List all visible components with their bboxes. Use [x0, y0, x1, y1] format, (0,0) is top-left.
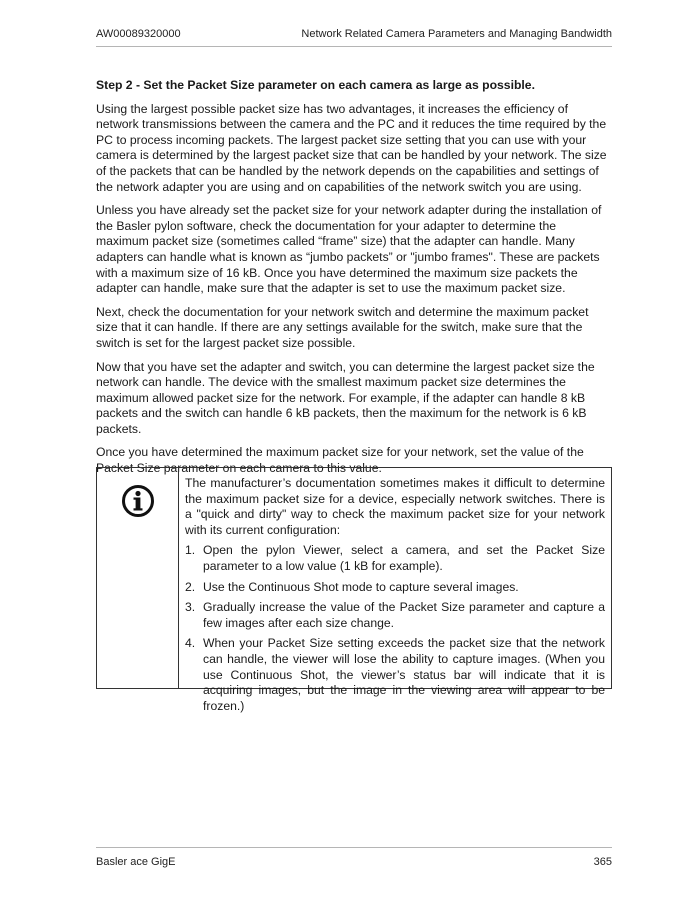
page-footer [96, 856, 612, 868]
step-number: 2. [185, 579, 196, 594]
list-item [185, 600, 605, 631]
note-intro: The manufacturer’s documentation sometimes makes it difficult to determine the maximum packet size for a device, especially network switches. There is a "quick and dirty" way to check the maximum packet size for your network with its current configuration: [185, 476, 605, 537]
doc-id: AW00089320000 [96, 28, 181, 40]
note-icon-cell [97, 468, 179, 688]
list-item [185, 636, 605, 714]
step-number: 4. [185, 636, 196, 651]
header-divider [96, 46, 612, 47]
product-name: Basler ace GigE [96, 856, 176, 868]
paragraph: Next, check the documentation for your network switch and determine the maximum packet size that it can handle. If there are any settings available for the switch, make sure that the switch is set for the largest packet size possible. [96, 304, 589, 350]
step-text: Gradually increase the value of the Packet Size parameter and capture a few images after each size change. [203, 600, 605, 630]
list-item [185, 543, 605, 574]
step-text: When your Packet Size setting exceeds the packet size that the network can handle, the viewer will lose the ability to capture images. (When you use Continuous Shot, the viewer’s status bar will indicate that it is acquiring images, but the image in the viewing area will appear to be frozen.) [203, 636, 605, 713]
paragraph: Now that you have set the adapter and switch, you can determine the largest packet size the network can handle. The device with the smallest maximum packet size determines the maximum allowed packet size for the network. For example, if the adapter can handle 8 kB packets and the switch can handle 6 kB packets, then the maximum for the network is 6 kB packets. [96, 359, 595, 436]
list-item [185, 580, 605, 596]
main-content [96, 78, 612, 485]
info-note-box [96, 467, 612, 713]
footer-divider [96, 847, 612, 848]
step-number: 1. [185, 543, 196, 558]
page-number: 365 [593, 856, 612, 868]
note-text-cell [179, 468, 611, 713]
section-title: Network Related Camera Parameters and Managing Bandwidth [301, 28, 612, 40]
paragraph: Using the largest possible packet size has two advantages, it increases the efficiency of network transmissions between the camera and the PC and it reduces the time required by the PC to process incoming packets. The largest packet size setting that you can use with your camera is determined by the largest packet size that can be handled by your network. The size of the packets that can be handled by the network depends on the capabilities and settings of the network adapter you are using and on capabilities of the network switch you are using. [96, 101, 607, 194]
paragraph: Unless you have already set the packet size for your network adapter during the installation of the Basler pylon software, check the documentation for your adapter to determine the maximum packet size (sometimes called “frame” size) that the adapter can handle. Many adapters can handle what is known as “jumbo packets” or "jumbo frames". These are packets with a maximum size of 16 kB. Once you have determined the maximum size packets the adapter can handle, make sure that the adapter is set to use the maximum packet size. [96, 203, 602, 296]
step-text: Use the Continuous Shot mode to capture several images. [203, 579, 519, 594]
info-icon [121, 484, 155, 518]
step-text: Open the pylon Viewer, select a camera, and set the Packet Size parameter to a low value (1 kB for example). [203, 543, 605, 573]
step-heading: Step 2 - Set the Packet Size parameter on each camera as large as possible. [96, 78, 535, 92]
step-number: 3. [185, 600, 196, 615]
paragraph: Once you have determined the maximum packet size for your network, set the value of the Packet Size parameter on each camera to this value. [96, 445, 584, 476]
page-header [96, 28, 612, 40]
note-steps-list [185, 543, 605, 714]
